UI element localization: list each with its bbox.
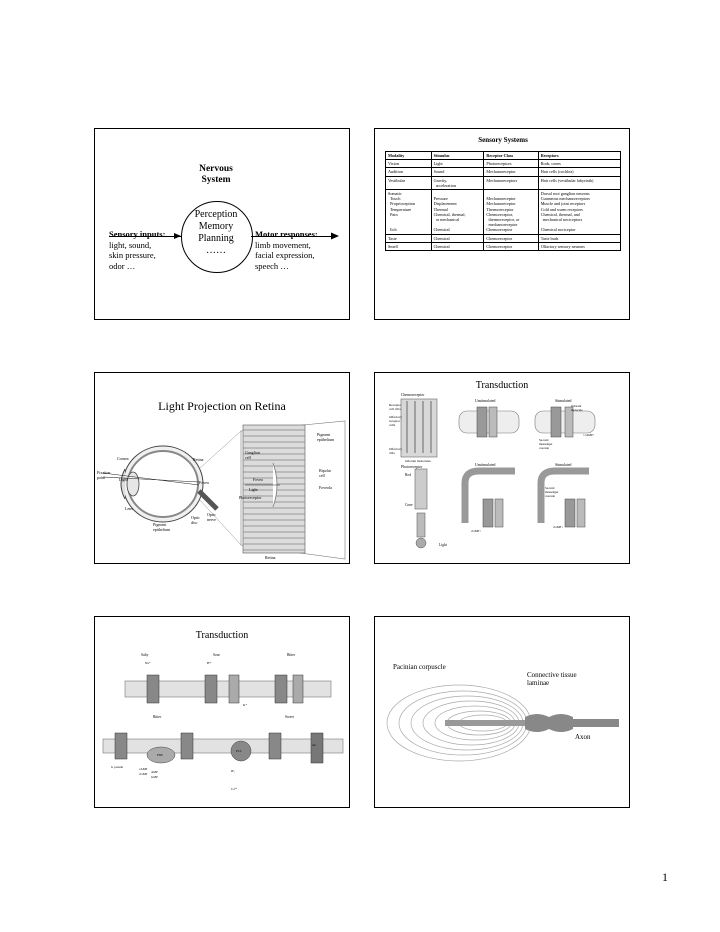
label-unstimulated-2: Unstimulated <box>475 463 496 467</box>
slide-light-projection <box>94 372 350 564</box>
label-cornea: Cornea <box>117 456 129 461</box>
label-cone: Cone <box>405 503 413 507</box>
table-cell: Vestibular <box>386 176 432 189</box>
table-cell: Vision <box>386 160 432 168</box>
table-cell: Sound <box>431 168 484 176</box>
label-receptor-cell: Receptor cell cilia <box>389 403 402 411</box>
table-cell: Hair cells (vestibular labyrinth) <box>538 176 620 189</box>
label-connective-tissue: Connective tissue laminae <box>527 671 577 687</box>
table-cell: Audition <box>386 168 432 176</box>
label-foveola: Foveola <box>319 485 332 490</box>
label-odorant-molecules: Odorant molecules <box>405 459 431 463</box>
table-row <box>386 168 621 176</box>
motor-responses: Motor responses: limb movement, facial expression, speech … <box>255 229 318 271</box>
label-optic-disc: Optic disc <box>191 515 200 525</box>
label-light: Light <box>439 543 447 547</box>
eye-diagram <box>95 373 350 564</box>
sensory-inputs: Sensory inputs: light, sound, skin pressure, odor … <box>109 229 166 271</box>
sensory-systems-title: Sensory Systems <box>478 136 528 144</box>
table-cell: Dorsal root ganglion neurons Cutaneous mechanoreceptors Muscle and joint receptors Cold and warm receptors Chemical, thermal, and mechanical nociceptors Chemical nociceptor <box>538 190 620 235</box>
table-cell: Pressure Displacement Thermal Chemical, thermal, or mechanical Chemical <box>431 190 484 235</box>
table-header-row <box>386 152 621 160</box>
label-salty: Salty <box>141 653 149 657</box>
label-second-messenger: Second messenger cascade <box>539 438 553 450</box>
table-cell: Hair cells (cochlea) <box>538 168 620 176</box>
label-ganglion-cell: Ganglion cell <box>245 450 260 460</box>
label-pde: PDE <box>157 753 164 757</box>
label-cgmp: cGMP <box>139 772 148 776</box>
label-ac: AC <box>312 743 317 747</box>
slide-nervous-system <box>94 128 350 320</box>
sensory-systems-table <box>385 151 621 251</box>
label-fovea-2: Fovea <box>253 477 263 482</box>
label-second-messenger-2: Second messenger cascade <box>545 486 559 498</box>
header-cell: Modality <box>386 152 432 160</box>
label-cgmp-2: cGMP↓ <box>553 525 563 529</box>
label-camp: cAMP <box>139 767 148 771</box>
table-cell: Smell <box>386 242 432 250</box>
page-number: 1 <box>662 870 668 884</box>
taste-diagram <box>95 617 350 808</box>
label-retina-2: Retina <box>265 555 276 560</box>
table-cell: Olfactory sensory neurons <box>538 242 620 250</box>
slide-title: Transduction <box>195 630 249 641</box>
label-gmp: GMP <box>151 775 158 779</box>
label-light-2: Light <box>249 487 258 492</box>
label-amp: AMP <box>151 770 158 774</box>
label-bitter: Bitter <box>287 653 296 657</box>
label-pacinian-corpuscle: Pacinian corpuscle <box>393 663 446 671</box>
table-cell: Rods, cones <box>538 160 620 168</box>
table-cell: Light <box>431 160 484 168</box>
table-cell: Taste buds <box>538 234 620 242</box>
label-retina: Retina <box>193 457 204 462</box>
table-row <box>386 242 621 250</box>
label-lens: Lens <box>125 506 133 511</box>
label-fovea: Fovea <box>199 480 209 485</box>
label-optic-nerve: Optic nerve <box>207 512 216 522</box>
label-na: Na⁺ <box>145 661 151 665</box>
label-axon: Axon <box>575 733 591 741</box>
label-bitter-2: Bitter <box>153 715 162 719</box>
table-cell: Mechanoreceptor Mechanoreceptor Thermoreceptor Chemoreceptor, thermoreceptor, or mechanoreceptor Chemoreceptor <box>484 190 538 235</box>
label-rod: Rod <box>405 473 411 477</box>
label-sour: Sour <box>213 653 220 657</box>
label-ca: Ca²⁺ <box>231 787 238 791</box>
slide-pacinian-corpuscle <box>374 616 630 808</box>
label-pigment-epithelium-2: Pigment epithelium <box>317 432 335 442</box>
label-bipolar-cell: Bipolar cell <box>319 468 331 478</box>
label-camp: ↑cAMP↑ <box>583 433 595 437</box>
pacinian-diagram <box>375 617 630 808</box>
table-row <box>386 234 621 242</box>
label-cgmp: cGMP↑ <box>471 529 481 533</box>
label-chemoreceptor: Chemoreceptor <box>401 393 425 397</box>
table-cell: Chemical <box>431 242 484 250</box>
table-cell: Chemoreceptor <box>484 234 538 242</box>
table-cell: Mechanoreceptor <box>484 168 538 176</box>
slide-title: Light Projection on Retina <box>158 399 286 413</box>
nervous-system-title: Nervous System <box>199 164 233 185</box>
center-processes: Perception Memory Planning …… <box>194 209 238 256</box>
table-row <box>386 160 621 168</box>
label-pigment-epithelium: Pigment epithelium <box>153 522 171 532</box>
label-olfactory-cilia: Olfactory cilia <box>389 447 402 455</box>
label-ip3: IP₃ <box>231 769 235 773</box>
label-k: K⁺ <box>243 703 248 707</box>
label-stimulated-2: Stimulated <box>555 463 572 467</box>
label-plc: PLC <box>236 749 242 753</box>
table-cell: Somatic Touch Proprioception Temperature Pain Itch <box>386 190 432 235</box>
label-odorant-molecule: Odorant molecule <box>571 404 583 412</box>
label-unstimulated: Unstimulated <box>475 399 496 403</box>
table-cell: Gravity, acceleration <box>431 176 484 189</box>
table-cell: Photoreceptors <box>484 160 538 168</box>
label-fixation-point: Fixation point <box>97 470 111 480</box>
label-light: Light <box>119 477 128 482</box>
table-cell: Chemoreceptor <box>484 242 538 250</box>
header-cell: Receptors <box>538 152 620 160</box>
table-cell: Mechanoreceptors <box>484 176 538 189</box>
table-cell: Chemical <box>431 234 484 242</box>
arrow-heads <box>95 129 350 320</box>
table-row <box>386 190 621 235</box>
slide-title: Transduction <box>475 380 529 391</box>
label-stimulated: Stimulated <box>555 399 572 403</box>
label-photoreceptor: Photoreceptor <box>239 495 262 500</box>
label-gprotein: G protein <box>111 765 124 769</box>
table-row <box>386 176 621 189</box>
label-h: H⁺ <box>207 661 212 665</box>
slide-sensory-systems <box>374 128 630 320</box>
header-cell: Receptor Class <box>484 152 538 160</box>
header-cell: Stimulus <box>431 152 484 160</box>
label-sweet: Sweet <box>285 715 294 719</box>
table-cell: Taste <box>386 234 432 242</box>
label-photoreceptor: Photoreceptor <box>401 465 423 469</box>
slide-transduction-1 <box>374 372 630 564</box>
label-olfactory-receptor: Olfactory receptor cells <box>389 415 402 427</box>
slide-transduction-2 <box>94 616 350 808</box>
